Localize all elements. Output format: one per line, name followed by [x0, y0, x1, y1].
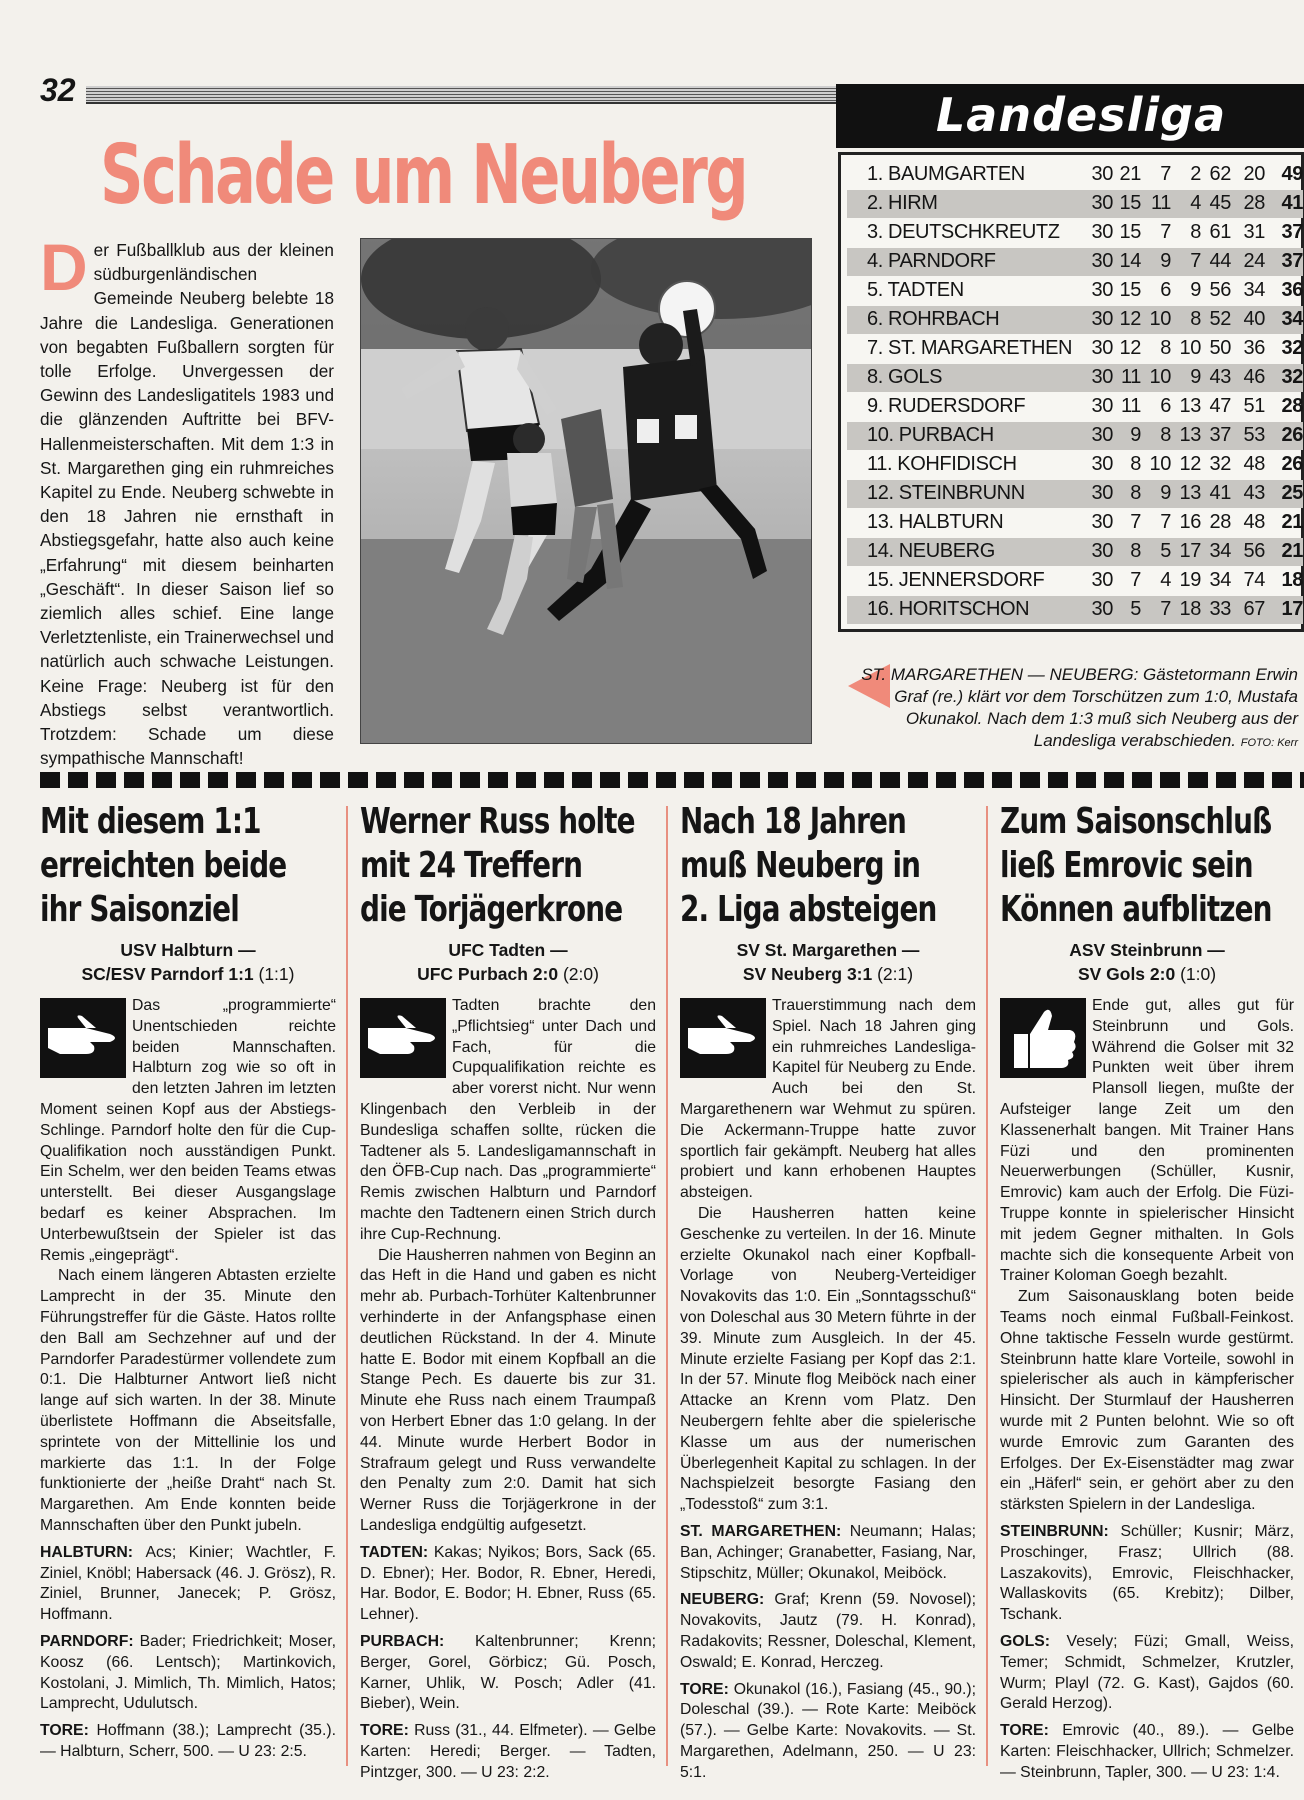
standings-l: 16	[1179, 511, 1201, 533]
standings-ga: 48	[1243, 453, 1265, 475]
standings-gf: 34	[1209, 540, 1231, 562]
standings-row	[847, 335, 1303, 363]
standings-l: 18	[1179, 598, 1201, 620]
intro-article	[40, 230, 334, 770]
standings-gf: 37	[1209, 424, 1231, 446]
standings-row	[847, 509, 1303, 537]
standings-w: 9	[1130, 424, 1141, 446]
standings-pts: 36	[1281, 279, 1303, 301]
photo-caption	[838, 664, 1298, 754]
standings-d: 7	[1160, 221, 1171, 243]
standings-sp: 30	[1091, 424, 1113, 446]
standings-team: 3. DEUTSCHKREUTZ	[867, 221, 1060, 243]
standings-gf: 44	[1209, 250, 1231, 272]
standings-row	[847, 451, 1303, 479]
standings-row	[847, 393, 1303, 421]
standings-w: 8	[1130, 482, 1141, 504]
goals-summary: TORE: Hoffmann (38.); Lamprecht (35.). — Halbturn, Scherr, 500. — U 23: 2:5.	[40, 1722, 336, 1760]
standings-row	[847, 364, 1303, 392]
standings-l: 10	[1179, 337, 1201, 359]
standings-w: 21	[1119, 163, 1141, 185]
standings-team: 6. ROHRBACH	[867, 308, 1000, 330]
standings-l: 13	[1179, 424, 1201, 446]
standings-pts: 37	[1281, 221, 1303, 243]
standings-gf: 41	[1209, 482, 1231, 504]
standings-w: 8	[1130, 453, 1141, 475]
intro-text: er Fußballklub aus der kleinen südburgenländischen Gemeinde Neuberg belebte 18 Jahre die Landesliga. Generationen von begabten Fußballern sorgten für tolle Erfolge. Unvergessen der Gewinn des Landesligatitels 1983 und die glänzenden Auftritte bei BFV-Hallenmeisterschaften. Mit dem 1:3 in St. Margarethen ging ein ruhmreiches Kapitel zu Ende. Neuberg schwebte in den 18 Jahren nie ernsthaft in Abstiegsgefahr, hatte also auch keine „Erfahrung“ mit diesem beinharten „Geschäft“. In dieser Saison lief so ziemlich alles schief. Eine lange Verletztenliste, ein Trainerwechsel und natürlich auch schwache Leistungen. Keine Frage: Neuberg ist für den Abstiegs selbst verantwortlich. Trotzdem: Schade um diese sympathische Mannschaft!	[40, 240, 334, 769]
standings-gf: 50	[1209, 337, 1231, 359]
standings-sp: 30	[1091, 453, 1113, 475]
photo-credit: FOTO: Kerr	[1240, 737, 1298, 749]
standings-pts: 32	[1281, 337, 1303, 359]
standings-ga: 34	[1243, 279, 1265, 301]
standings-ga: 43	[1243, 482, 1265, 504]
standings-w: 7	[1130, 569, 1141, 591]
caption-text: ST. MARGARETHEN — NEUBERG: Gästetormann Erwin Graf (re.) klärt vor dem Torschützen zum 1:0, Mustafa Okunakol. Nach dem 1:3 muß sich Neuberg aus der Landesliga verabschieden.	[861, 665, 1298, 750]
standings-pts: 41	[1281, 192, 1303, 214]
match-report	[40, 800, 336, 1763]
standings-l: 12	[1179, 453, 1201, 475]
standings-pts: 49	[1281, 163, 1303, 185]
standings-gf: 32	[1209, 453, 1231, 475]
standings-d: 7	[1160, 598, 1171, 620]
standings-pts: 37	[1281, 250, 1303, 272]
match-photo-image	[361, 239, 812, 744]
goals-summary: TORE: Emrovic (40., 89.). — Gelbe Karten: Fleischhacker, Ullrich; Schmelzer. — Steinbrunn, Tapler, 300. — U 23: 1:4.	[1000, 1722, 1294, 1781]
standings-team: 11. KOHFIDISCH	[867, 453, 1017, 475]
standings-d: 10	[1149, 366, 1171, 388]
standings-sp: 30	[1091, 366, 1113, 388]
standings-team: 14. NEUBERG	[867, 540, 995, 562]
standings-sp: 30	[1091, 337, 1113, 359]
report-body: Ende gut, alles gut für Steinbrunn und Gols. Während die Golser mit 32 Punkten weit über ihrem Plansoll liegen, mußte der Aufsteiger lange Zeit um den Klassenerhalt bangen. Mit Trainer Hans Füzi und den prominenten Neuerwerbungen (Schüller, Kusnir, Emrovic) kam auch der Erfolg. Die Füzi-Truppe konnte in spielerischer Hinsicht mit jedem Gegner mithalten. In Gols machte sich die konsequente Arbeit von Trainer Koloman Goegh bezahlt. Zum Saisonausklang boten beide Teams noch einmal Fußball-Feinkost. Ohne taktische Fesseln wurde gestürmt. Steinbrunn hatte klare Vorteile, sowohl in spielerischer als auch in kämpferischer Hinsicht. Der Sturmlauf der Hausherren wurde mit 2 Punten belohnt. Wie so oft wurde Emrovic zum Garanten des Erfolges. Der Ex-Eisenstädter mag zwar ein „Häferl“ sein, er gehört aber zu den stärksten Spielern in der Landesliga.	[1000, 997, 1294, 1514]
report-headline: Zum Saisonschluß ließ Emrovic sein Können aufblitzen	[1000, 801, 1272, 930]
standings-ga: 31	[1243, 221, 1265, 243]
standings-sp: 30	[1091, 598, 1113, 620]
standings-team: 13. HALBTURN	[867, 511, 1004, 533]
standings-gf: 52	[1209, 308, 1231, 330]
away-lineup: PARNDORF: Bader; Friedrichkeit; Moser, Koosz (66. Lentsch); Martinkovich, Kostolani, J. Mimlich, Th. Mimlich, Hatos; Lamprecht, Udulutsch.	[40, 1632, 336, 1713]
standings-pts: 21	[1281, 511, 1303, 533]
home-lineup: ST. MARGARETHEN: Neumann; Halas; Ban, Achinger; Granabetter, Fasiang, Nar, Stipschitz, Müller; Okunakol, Meiböck.	[680, 1522, 976, 1582]
standings-sp: 30	[1091, 250, 1113, 272]
standings-l: 19	[1179, 569, 1201, 591]
standings-l: 2	[1190, 163, 1201, 185]
standings-d: 6	[1160, 395, 1171, 417]
standings-gf: 47	[1209, 395, 1231, 417]
standings-row	[847, 480, 1303, 508]
standings-gf: 45	[1209, 192, 1231, 214]
goals-summary: TORE: Russ (31., 44. Elfmeter). — Gelbe Karten: Heredi; Berger. — Tadten, Pintzger, 300. — U 23: 2:2.	[360, 1722, 657, 1781]
standings-l: 4	[1190, 192, 1201, 214]
column-separator	[346, 806, 348, 1766]
home-lineup: STEINBRUNN: Schüller; Kusnir; März, Proschinger, Frasz; Ullrich (88. Laszakovits), Emrovic, Fleischhacker, Wallaskovits (65. Krebitz); Dilber, Tschank.	[1000, 1522, 1294, 1624]
standings-d: 6	[1160, 279, 1171, 301]
match-result: SV St. Margarethen — SV Neuberg 3:1 (2:1)	[736, 940, 920, 984]
section-divider	[40, 772, 1304, 788]
standings-l: 8	[1190, 308, 1201, 330]
standings-d: 8	[1160, 424, 1171, 446]
thumbs-up-icon	[1000, 998, 1086, 1078]
standings-d: 7	[1160, 163, 1171, 185]
standings-row	[847, 538, 1303, 566]
standings-gf: 56	[1209, 279, 1231, 301]
standings-d: 11	[1151, 192, 1171, 214]
match-report	[1000, 800, 1294, 1783]
standings-gf: 33	[1209, 598, 1231, 620]
standings-team: 8. GOLS	[867, 366, 943, 388]
standings-w: 15	[1119, 192, 1141, 214]
standings-row	[847, 567, 1303, 595]
column-separator	[666, 806, 668, 1766]
standings-l: 7	[1190, 250, 1201, 272]
header-line	[86, 102, 836, 104]
away-lineup: GOLS: Vesely; Füzi; Gmall, Weiss, Temer; Schmidt, Schmelzer, Krutzler, Wurm; Playl (72. G. Kast), Gajdos (60. Gerald Herzog).	[1000, 1632, 1294, 1713]
standings-ga: 46	[1243, 366, 1265, 388]
standings-pts: 26	[1281, 453, 1303, 475]
league-title: Landesliga	[836, 84, 1304, 148]
standings-w: 5	[1130, 598, 1141, 620]
standings-d: 5	[1160, 540, 1171, 562]
standings-w: 15	[1119, 221, 1141, 243]
standings-gf: 62	[1209, 163, 1231, 185]
standings-team: 9. RUDERSDORF	[867, 395, 1026, 417]
standings-ga: 56	[1243, 540, 1265, 562]
standings-w: 7	[1130, 511, 1141, 533]
standings-row	[847, 277, 1303, 305]
standings-l: 13	[1179, 482, 1201, 504]
standings-pts: 18	[1281, 569, 1303, 591]
away-lineup: NEUBERG: Graf; Krenn (59. Novosel); Novakovits, Jautz (79. H. Konrad), Radakovits; Ressner, Doleschal, Klement, Oswald; E. Konrad, Herczeg.	[680, 1591, 976, 1671]
away-lineup: PURBACH: Kaltenbrunner; Krenn; Berger, Gorel, Görbicz; Gü. Posch, Karner, Uhlik, W. Posch; Adler (41. Bieber), Wein.	[360, 1632, 657, 1713]
standings-team: 16. HORITSCHON	[867, 598, 1030, 620]
standings-l: 13	[1179, 395, 1201, 417]
standings-gf: 34	[1209, 569, 1231, 591]
standings-l: 9	[1190, 279, 1201, 301]
standings-sp: 30	[1091, 511, 1113, 533]
standings-w: 12	[1119, 308, 1141, 330]
standings-ga: 20	[1243, 163, 1265, 185]
report-body: Tadten brachte den „Pflichtsieg“ unter Dach und Fach, für die Cupqualifikation reichte es aber vorerst nicht. Nur wenn Klingenbach den Verbleib in der Bundesliga schaffen sollte, rücken die Tadtener als 5. Landesligamannschaft in den ÖFB-Cup nach. Das „programmierte“ Remis zwischen Halbturn und Parndorf machte den Tadtenern einen Strich durch ihre Cup-Rechnung. Die Hausherren nahmen von Beginn an das Heft in die Hand und gaben es nicht mehr ab. Purbach-Torhüter Kaltenbrunner verhinderte in der Anfangsphase einen deutlichen Rückstand. In der 4. Minute hatte E. Bodor mit einem Kopfball an die Stange Pech. Es dauerte bis zur 31. Minute ehe Russ nach einem Traumpaß von Herbert Ebner das 1:0 gelang. In der 44. Minute wurde Herbert Bodor in Strafraum gelegt und Russ verwandelte den Penalty zum 2:0. Damit hat sich Werner Russ die Torjägerkrone in der Landesliga endgültig aufgesetzt.	[360, 997, 656, 1534]
standings-team: 1. BAUMGARTEN	[867, 163, 1025, 185]
standings-sp: 30	[1091, 482, 1113, 504]
standings-l: 9	[1190, 366, 1201, 388]
standings-ga: 24	[1243, 250, 1265, 272]
standings-row	[847, 306, 1303, 334]
match-report	[360, 800, 656, 1783]
standings-pts: 28	[1281, 395, 1303, 417]
report-headline: Werner Russ holte mit 24 Treffern die Torjägerkrone	[360, 801, 635, 930]
standings-ga: 51	[1243, 395, 1265, 417]
standings-w: 8	[1130, 540, 1141, 562]
goals-summary: TORE: Okunakol (16.), Fasiang (45., 90.); Doleschal (39.). — Rote Karte: Meiböck (57.). — Gelbe Karte: Novakovits. — St. Margarethen, Adelmann, 250. — U 23: 5:1.	[680, 1680, 976, 1781]
standings-gf: 43	[1209, 366, 1231, 388]
standings-team: 2. HIRM	[867, 192, 938, 214]
standings-d: 10	[1149, 308, 1171, 330]
standings-gf: 28	[1209, 511, 1231, 533]
standings-row	[847, 596, 1303, 624]
standings-sp: 30	[1091, 192, 1113, 214]
dropcap: D	[40, 230, 88, 304]
standings-pts: 34	[1281, 308, 1303, 330]
standings-pts: 26	[1281, 424, 1303, 446]
match-result: ASV Steinbrunn — SV Gols 2:0 (1:0)	[1069, 940, 1225, 984]
report-headline: Nach 18 Jahren muß Neuberg in 2. Liga absteigen	[680, 801, 937, 930]
standings-d: 9	[1160, 482, 1171, 504]
standings-sp: 30	[1091, 395, 1113, 417]
standings-sp: 30	[1091, 279, 1113, 301]
match-result: UFC Tadten — UFC Purbach 2:0 (2:0)	[417, 940, 599, 984]
standings-row	[847, 190, 1303, 218]
page-number: 32	[40, 72, 76, 108]
standings-team: 7. ST. MARGARETHEN	[867, 337, 1073, 359]
match-report	[680, 800, 976, 1783]
match-result: USV Halbturn — SC/ESV Parndorf 1:1 (1:1)	[81, 940, 295, 984]
standings-d: 4	[1160, 569, 1171, 591]
standings-sp: 30	[1091, 221, 1113, 243]
standings-sp: 30	[1091, 308, 1113, 330]
standings-pts: 32	[1281, 366, 1303, 388]
standings-ga: 40	[1243, 308, 1265, 330]
standings-w: 15	[1119, 279, 1141, 301]
standings-sp: 30	[1091, 540, 1113, 562]
standings-w: 14	[1119, 250, 1141, 272]
home-lineup: TADTEN: Kakas; Nyikos; Bors, Sack (65. D. Ebner); Her. Bodor, R. Ebner, Heredi, Har. Bodor, E. Bodor; H. Ebner, Russ (65. Lehner).	[360, 1543, 656, 1624]
standings-row	[847, 161, 1303, 189]
standings-table	[838, 152, 1304, 632]
thumb-sideways-icon	[360, 998, 446, 1078]
standings-ga: 36	[1243, 337, 1265, 359]
standings-l: 8	[1190, 221, 1201, 243]
standings-pts: 21	[1281, 540, 1303, 562]
standings-sp: 30	[1091, 163, 1113, 185]
match-photo	[360, 238, 812, 744]
standings-ga: 67	[1243, 598, 1265, 620]
standings-w: 11	[1121, 366, 1141, 388]
report-body: Trauerstimmung nach dem Spiel. Nach 18 Jahren ging ein ruhmreiches Landesliga-Kapitel für Neuberg zu Ende. Auch bei den St. Margarethenern war Wehmut zu spüren. Die Ackermann-Truppe hatte zuvor sportlich fair gekämpft. Neuberg hat alles probiert und kann erhobenen Hauptes absteigen. Die Hausherren hatten keine Geschenke zu verteilen. In der 16. Minute erzielte Okunakol nach einer Kopfball-Vorlage von Neuberg-Verteidiger Novakovits das 1:0. Ein „Sonntagsschuß“ von Doleschal aus 30 Metern führte in der 39. Minute zum Ausgleich. In der 45. Minute erzielte Fasiang per Kopf das 2:1. In der 57. Minute flog Meiböck nach einer Attacke an Krenn vom Platz. Den Neubergern fehlte aber die spielerische Klasse um aus der numerischen Überlegenheit Kapital zu schlagen. In der Nachspielzeit besorgte Fasiang den „Todesstoß“ zum 3:1.	[680, 997, 976, 1514]
standings-pts: 17	[1281, 598, 1303, 620]
standings-row	[847, 422, 1303, 450]
standings-team: 12. STEINBRUNN	[867, 482, 1025, 504]
standings-team: 4. PARNDORF	[867, 250, 996, 272]
report-headline: Mit diesem 1:1 erreichten beide ihr Saisonziel	[40, 801, 287, 930]
standings-d: 8	[1160, 337, 1171, 359]
standings-ga: 28	[1243, 192, 1265, 214]
column-separator	[986, 806, 988, 1766]
page-headline: Schade um Neuberg	[100, 128, 747, 223]
home-lineup: HALBTURN: Acs; Kinier; Wachtler, F. Ziniel, Knöbl; Habersack (46. J. Grösz), R. Ziniel, Brunner, Janecek; P. Grösz, Hoffmann.	[40, 1543, 336, 1624]
report-body: Das „programmierte“ Unentschieden reichte beiden Mannschaften. Halbturn zog wie so oft in den letzten Jahren im letzten Moment seinen Kopf aus der Abstiegs-Schlinge. Parndorf holte den für die Cup-Qualifikation noch ausständigen Punkt. Ein Schelm, wer den beiden Teams etwas unterstellt. Bei dieser Ausgangslage bedarf es keiner Absprachen. Im Unterbewußtsein der Spieler ist das Remis „eingeprägt“. Nach einem längeren Abtasten erzielte Lamprecht in der 35. Minute den Führungstreffer für die Gäste. Hatos rollte den Ball am Sechzehner auf und der Parndorfer Paradestürmer vollendete zum 0:1. Die Halbturner Antwort ließ nicht lange auf sich warten. In der 38. Minute überlistete Hoffmann die Abseitsfalle, sprintete von der Mittellinie los und markierte das 1:1. In der Folge funktionierte der „heiße Draht“ nach St. Margarethen. Am Ende konnten beide Mannschaften über den Punkt jubeln.	[40, 997, 336, 1534]
thumb-sideways-icon	[40, 998, 126, 1078]
standings-d: 9	[1160, 250, 1171, 272]
standings-l: 17	[1179, 540, 1201, 562]
standings-row	[847, 248, 1303, 276]
standings-row	[847, 219, 1303, 247]
standings-team: 5. TADTEN	[867, 279, 964, 301]
standings-ga: 48	[1243, 511, 1265, 533]
standings-d: 7	[1160, 511, 1171, 533]
standings-team: 10. PURBACH	[867, 424, 994, 446]
standings-d: 10	[1149, 453, 1171, 475]
standings-sp: 30	[1091, 569, 1113, 591]
standings-team: 15. JENNERSDORF	[867, 569, 1045, 591]
standings-gf: 61	[1209, 221, 1231, 243]
standings-w: 12	[1119, 337, 1141, 359]
thumb-sideways-icon	[680, 998, 766, 1078]
standings-ga: 53	[1243, 424, 1265, 446]
standings-ga: 74	[1243, 569, 1265, 591]
standings-pts: 25	[1281, 482, 1303, 504]
standings-w: 11	[1121, 395, 1141, 417]
